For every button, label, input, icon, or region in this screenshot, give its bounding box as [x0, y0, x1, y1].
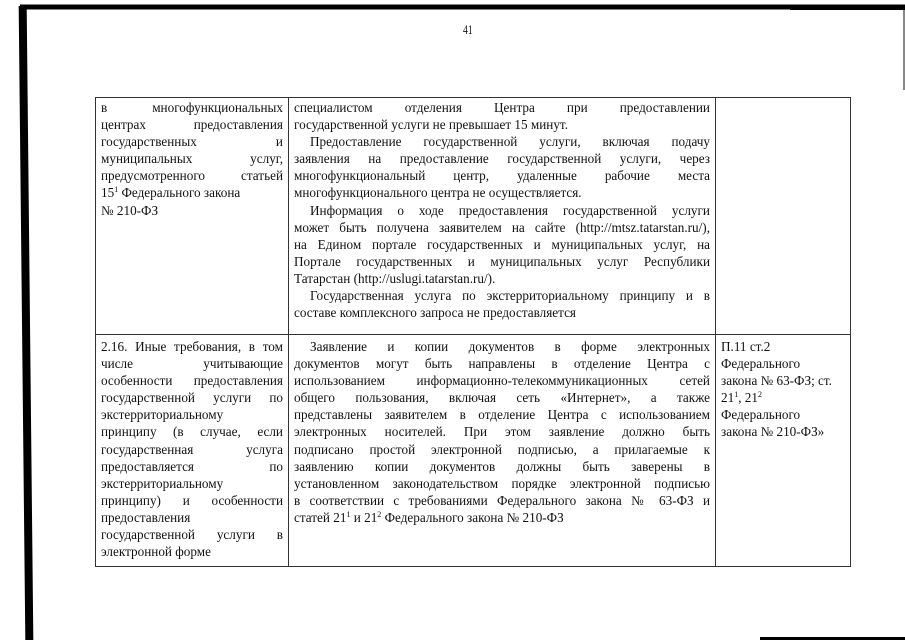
- text-line: принципу) и особенности: [101, 492, 283, 508]
- text-fragment: статей 21: [294, 509, 347, 525]
- text-line: государственной услуги по: [101, 390, 283, 406]
- text-line: Заявление и копии документов в форме электронных: [310, 339, 710, 354]
- text-line: документов могут быть направлены в отделение Центра с: [294, 356, 710, 372]
- superscript: 1: [346, 509, 351, 519]
- scan-edge-left: [19, 6, 34, 640]
- text-line: Татарстан (http://uslugi.tatarstan.ru/).: [294, 270, 496, 286]
- legal-basis-cell: [716, 98, 851, 335]
- superscript: 2: [377, 509, 382, 519]
- text-line: Федерального: [721, 407, 801, 423]
- text-line: предоставления: [101, 509, 191, 525]
- text-line: электронных носителей. При этом заявление должно быть: [294, 424, 710, 440]
- text-line: закона № 63-ФЗ; ст.: [721, 373, 832, 389]
- text-line: Портале государственных и муниципальных услуг Республики: [294, 253, 710, 269]
- text-line: специалистом отделения Центра при предоставлении: [294, 100, 710, 115]
- text-fragment: Федерального закона № 210-ФЗ: [381, 509, 564, 525]
- text-line: Предоставление государственной услуги, включая подачу: [310, 134, 710, 150]
- superscript: 1: [734, 390, 739, 400]
- text-line: подписано простой электронной подписью, а прилагаемые к: [294, 441, 710, 457]
- regulation-table: [95, 97, 851, 567]
- text-line: Информация о ходе предоставления государственной услуги: [310, 202, 710, 218]
- table-row: [96, 335, 851, 567]
- description-cell: [289, 335, 716, 567]
- table-row: [96, 98, 851, 335]
- text-line: экстерриториальному: [101, 407, 224, 423]
- text-line: [101, 184, 283, 201]
- text-line: предусмотренного статьей: [101, 168, 283, 184]
- text-line: 2.16. Иные требования, в том: [101, 339, 283, 354]
- text-line: государственная услуга: [101, 441, 283, 457]
- scan-edge-top-right: [790, 7, 905, 10]
- text-line: принципу (в случае, если: [101, 424, 283, 440]
- text-fragment: и 21: [350, 509, 378, 525]
- text-line: в соответствии с требованиями Федерального закона № 63-ФЗ и: [294, 492, 710, 508]
- text-line: особенности предоставления: [101, 373, 283, 389]
- text-line: центрах предоставления: [101, 117, 283, 133]
- text-line: в многофункциональных: [101, 100, 283, 115]
- text-line: Федерального: [721, 356, 801, 372]
- text-fragment: 21: [721, 390, 735, 406]
- page-number: 41: [463, 22, 473, 37]
- text-line: [294, 509, 710, 526]
- law-article: 15: [101, 185, 115, 201]
- text-line: общего пользования, включая сеть «Интернет», а также: [294, 390, 710, 406]
- scan-edge-top: [20, 0, 905, 10]
- superscript: 2: [757, 390, 762, 400]
- text-line: заявления на предоставление государственной услуги, через: [294, 151, 710, 167]
- text-fragment: , 21: [738, 390, 758, 406]
- text-line: представлены заявителем в отделение Центра с использованием: [294, 407, 710, 423]
- text-line: закона № 210-ФЗ»: [721, 424, 825, 440]
- text-line: может быть получена заявителем на сайте (http://mtsz.tatarstan.ru/),: [294, 219, 710, 235]
- text-line: муниципальных услуг,: [101, 151, 283, 167]
- text-line: государственной услуги в: [101, 527, 283, 543]
- text-line: [721, 389, 845, 406]
- requirement-cell: [96, 335, 289, 567]
- text-line: государственных и: [101, 134, 283, 150]
- text-line: электронной форме: [101, 544, 211, 560]
- text-line: использованием информационно-телекоммуникационных сетей: [294, 373, 710, 389]
- text-line: многофункциональный центр, удаленные рабочие места: [294, 168, 710, 184]
- text-line: заявлению копии документов должны быть заверены в: [294, 458, 710, 474]
- description-cell: [289, 98, 716, 335]
- text-line: многофункционального центра не осуществляется.: [294, 185, 582, 201]
- law-text: Федерального закона: [118, 185, 241, 201]
- superscript: 1: [114, 185, 119, 195]
- text-line: государственной услуги не превышает 15 минут.: [294, 117, 568, 133]
- text-line: установленном законодательством порядке электронной подписью: [294, 475, 710, 491]
- text-line: составе комплексного запроса не предоставляется: [294, 305, 576, 321]
- requirement-cell: [96, 98, 289, 335]
- legal-basis-cell: [716, 335, 851, 567]
- text-line: Государственная услуга по экстерриториальному принципу и в: [310, 288, 710, 304]
- text-line: экстерриториальному: [101, 475, 224, 491]
- text-line: предоставляется по: [101, 458, 283, 474]
- text-line: № 210-ФЗ: [101, 202, 159, 218]
- text-line: на Едином портале государственных и муниципальных услуг, на: [294, 236, 710, 252]
- text-line: числе учитывающие: [101, 356, 283, 372]
- text-line: П.11 ст.2: [721, 339, 771, 354]
